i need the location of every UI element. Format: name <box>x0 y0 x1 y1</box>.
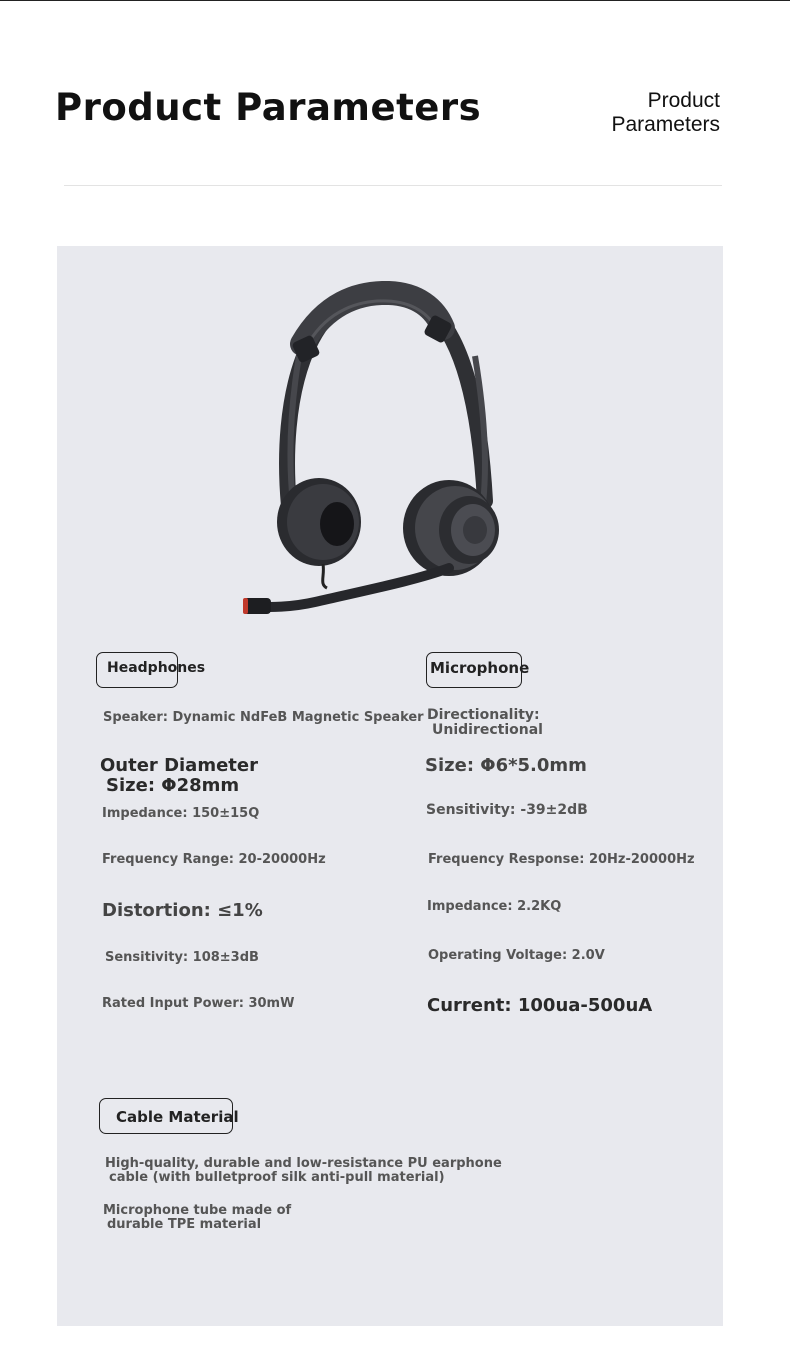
microphone-heading: Microphone <box>430 659 530 677</box>
outer-diameter-line-2: Size: Φ28mm <box>106 774 240 796</box>
cable-description <box>105 1157 502 1186</box>
headphone-sensitivity-spec: Sensitivity: 108±3dB <box>105 950 259 965</box>
outer-diameter-line-1: Outer Diameter <box>100 755 258 776</box>
frequency-range-spec: Frequency Range: 20-20000Hz <box>102 852 326 867</box>
cable-heading: Cable Material <box>116 1108 239 1126</box>
mic-sensitivity-spec: Sensitivity: -39±2dB <box>426 802 588 818</box>
cable-line-2: cable (with bulletproof silk anti-pull material) <box>109 1170 445 1186</box>
cable-line-1: High-quality, durable and low-resistance PU earphone <box>105 1156 502 1171</box>
subtitle-line-2: Parameters <box>611 113 720 136</box>
directionality-spec <box>427 708 543 739</box>
headphones-heading: Headphones <box>107 660 206 676</box>
subtitle-line-1: Product <box>647 89 720 112</box>
distortion-spec: Distortion: ≤1% <box>102 900 263 921</box>
spec-panel <box>57 246 723 1326</box>
mic-impedance-spec: Impedance: 2.2KQ <box>427 899 562 914</box>
frequency-response-spec: Frequency Response: 20Hz-20000Hz <box>428 852 695 867</box>
directionality-line-1: Directionality: <box>427 707 540 723</box>
top-rule <box>0 0 790 1</box>
current-spec: Current: 100ua-500uA <box>427 995 653 1016</box>
page-title: Product Parameters <box>55 86 482 129</box>
mic-size-spec: Size: Φ6*5.0mm <box>425 755 587 776</box>
headphone-impedance-spec: Impedance: 150±15Q <box>102 806 260 821</box>
headset-image <box>57 246 723 646</box>
mic-tube-line-1: Microphone tube made of <box>103 1203 292 1218</box>
directionality-line-2: Unidirectional <box>432 722 543 739</box>
speaker-spec: Speaker: Dynamic NdFeB Magnetic Speaker <box>103 710 424 725</box>
rated-power-spec: Rated Input Power: 30mW <box>102 996 295 1011</box>
header-divider <box>64 185 722 186</box>
outer-diameter-spec <box>100 756 258 796</box>
mic-tube-description <box>103 1204 291 1233</box>
page-subtitle <box>540 89 720 137</box>
operating-voltage-spec: Operating Voltage: 2.0V <box>428 948 605 963</box>
mic-tube-line-2: durable TPE material <box>107 1217 262 1233</box>
